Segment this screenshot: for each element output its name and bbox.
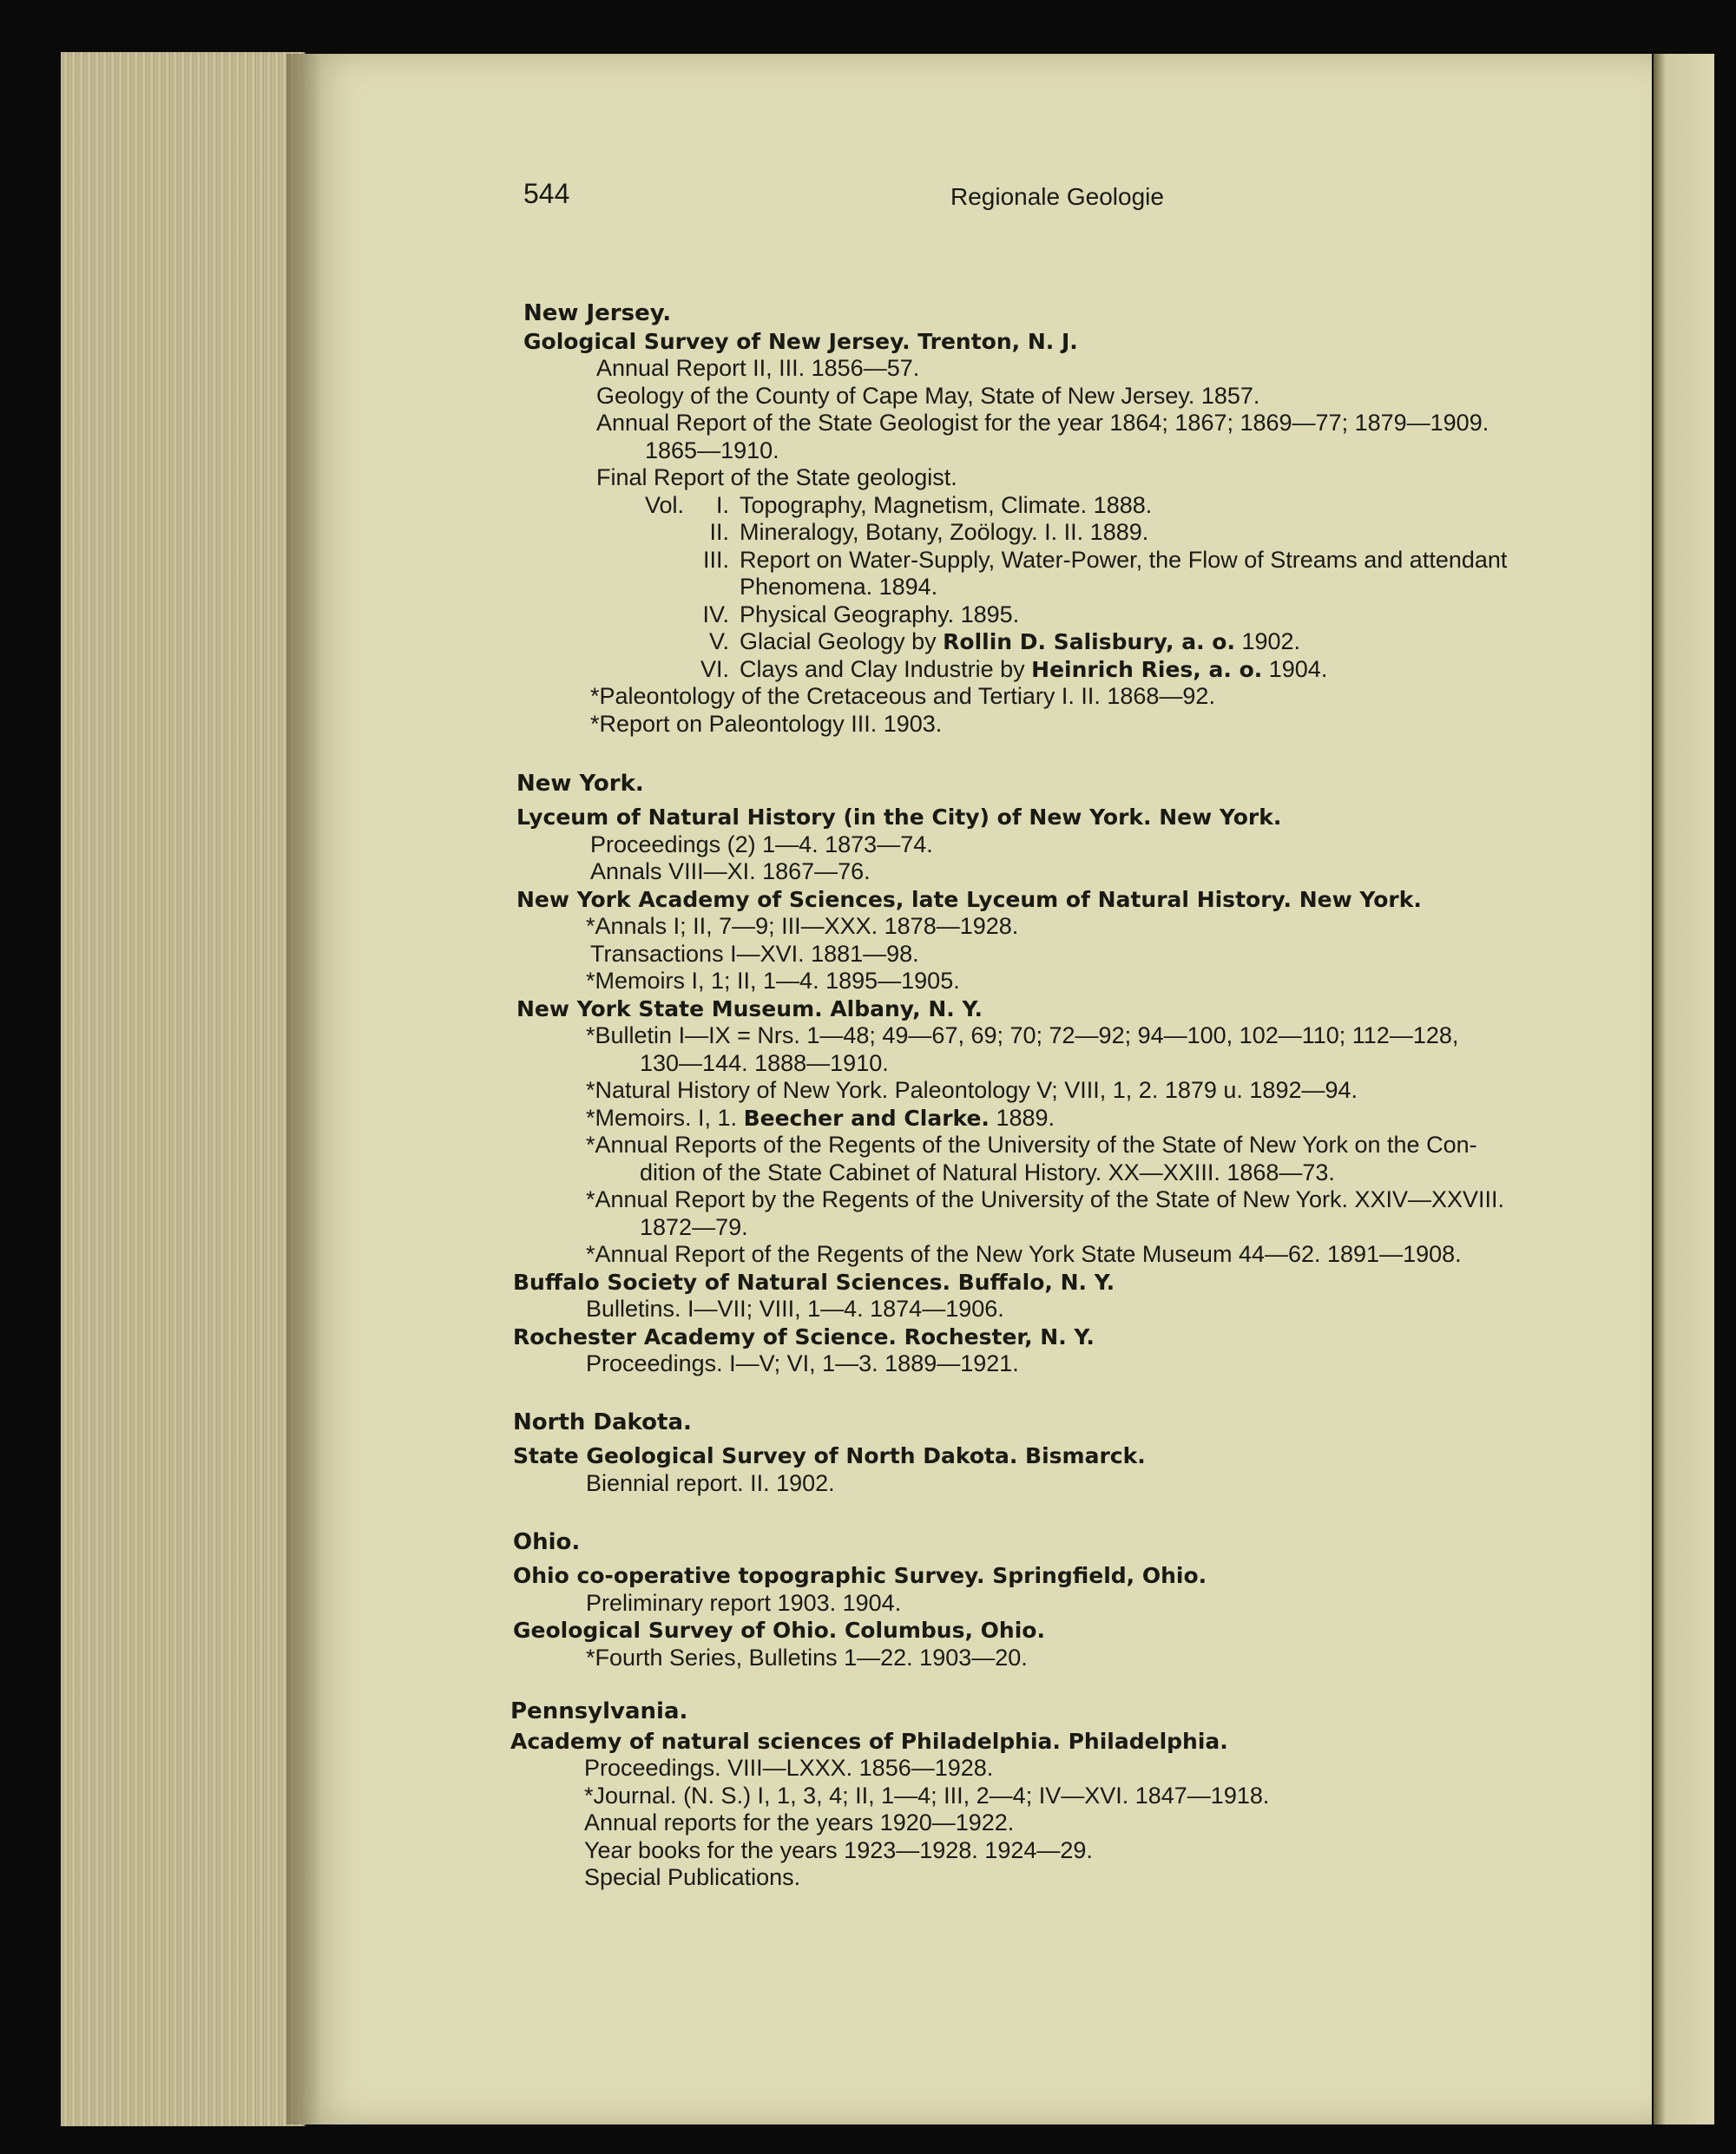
entry-line: Proceedings. VIII—LXXX. 1856—1928.	[584, 1755, 994, 1781]
entry-line: Preliminary report 1903. 1904.	[586, 1590, 902, 1616]
vol-text: Glacial Geology by	[740, 628, 937, 654]
entry-line: *Annals I; II, 7—9; III—XXX. 1878—1928.	[586, 913, 1019, 939]
vol-text: Clays and Clay Industrie by	[740, 656, 1025, 682]
vol-number: II.	[709, 519, 729, 545]
vol-year: 1902.	[1234, 628, 1301, 654]
facing-page-edge	[1654, 54, 1714, 2124]
org-heading: Buffalo Society of Natural Sciences. Buffalo, N. Y.	[513, 1270, 1115, 1295]
vol-entry	[642, 628, 1300, 656]
spine-shadow	[286, 54, 321, 2124]
entry-line: *Annual Report of the Regents of the New York State Museum 44—62. 1891—1908.	[586, 1241, 1462, 1267]
entry-line: Annual Report of the State Geologist for the year 1864; 1867; 1869—77; 1879—1909.	[596, 410, 1489, 436]
memoirs-year: 1889.	[989, 1105, 1055, 1131]
section-title-north-dakota: North Dakota.	[513, 1409, 692, 1435]
org-heading: Academy of natural sciences of Philadelphia. Philadelphia.	[510, 1729, 1228, 1754]
entry-line: Geology of the County of Cape May, State of New Jersey. 1857.	[596, 383, 1260, 409]
entry-line: Special Publications.	[584, 1864, 801, 1890]
vol-number: IV.	[702, 601, 729, 627]
vol-number: VI.	[700, 656, 729, 682]
entry-line: dition of the State Cabinet of Natural History. XX—XXIII. 1868—73.	[640, 1159, 1335, 1185]
vol-entry	[642, 519, 1148, 547]
entry-line: Final Report of the State geologist.	[596, 464, 957, 490]
page-content	[299, 54, 1652, 2124]
entry-line: Proceedings (2) 1—4. 1873—74.	[590, 831, 933, 857]
vol-entry	[642, 601, 1019, 629]
vol-text: Topography, Magnetism, Climate. 1888.	[740, 492, 1153, 518]
entry-line: *Paleontology of the Cretaceous and Tertiary I. II. 1868—92.	[590, 683, 1215, 709]
vol-label: Vol.	[645, 492, 685, 518]
vol-text: Mineralogy, Botany, Zoölogy. I. II. 1889.	[740, 519, 1149, 545]
vol-author: Heinrich Ries, a. o.	[1031, 657, 1263, 682]
section-title-new-jersey: New Jersey.	[523, 300, 672, 326]
book-page	[299, 54, 1652, 2124]
running-title: Regionale Geologie	[950, 183, 1164, 210]
vol-number: III.	[702, 547, 729, 573]
section-title-pennsylvania: Pennsylvania.	[510, 1698, 688, 1724]
entry-line: *Natural History of New York. Paleontology V; VIII, 1, 2. 1879 u. 1892—94.	[586, 1077, 1358, 1103]
section-title-new-york: New York.	[516, 771, 644, 797]
entry-line: *Annual Report by the Regents of the University of the State of New York. XXIV—XXVIII.	[586, 1186, 1505, 1212]
memoirs-author: Beecher and Clarke.	[743, 1106, 990, 1131]
entry-line: *Report on Paleontology III. 1903.	[590, 711, 943, 737]
entry-line: *Fourth Series, Bulletins 1—22. 1903—20.	[586, 1645, 1028, 1671]
entry-line: Transactions I—XVI. 1881—98.	[590, 941, 919, 967]
book-page-edges	[61, 52, 306, 2126]
org-heading: Ohio co-operative topographic Survey. Springfield, Ohio.	[513, 1563, 1207, 1588]
entry-line: *Annual Reports of the Regents of the University of the State of New York on the Con-	[586, 1132, 1477, 1158]
vol-text: Physical Geography. 1895.	[740, 601, 1020, 627]
entry-line: Annals VIII—XI. 1867—76.	[590, 858, 871, 884]
entry-line: 1872—79.	[640, 1214, 748, 1240]
entry-line: Bulletins. I—VII; VIII, 1—4. 1874—1906.	[586, 1296, 1004, 1322]
vol-text: Report on Water-Supply, Water-Power, the Flow of Streams and attendant	[740, 547, 1508, 573]
vol-number: I.	[715, 492, 729, 518]
vol-entry	[642, 492, 1152, 520]
entry-line: Biennial report. II. 1902.	[586, 1470, 835, 1496]
vol-author: Rollin D. Salisbury, a. o.	[943, 629, 1235, 654]
entry-line: Annual reports for the years 1920—1922.	[584, 1809, 1015, 1835]
org-heading: Geological Survey of Ohio. Columbus, Ohio.	[513, 1618, 1045, 1643]
org-heading: Rochester Academy of Science. Rochester, N. Y.	[513, 1324, 1095, 1350]
entry-line: Proceedings. I—V; VI, 1—3. 1889—1921.	[586, 1350, 1019, 1376]
org-heading: Lyceum of Natural History (in the City) of New York. New York.	[516, 804, 1282, 830]
entry-line: *Memoirs I, 1; II, 1—4. 1895—1905.	[586, 968, 960, 994]
entry-line: 130—144. 1888—1910.	[640, 1050, 889, 1076]
entry-line: 1865—1910.	[645, 437, 779, 463]
org-heading: New York State Museum. Albany, N. Y.	[516, 996, 983, 1021]
entry-line: *Journal. (N. S.) I, 1, 3, 4; II, 1—4; III, 2—4; IV—XVI. 1847—1918.	[584, 1783, 1270, 1809]
org-heading: Gological Survey of New Jersey. Trenton, N. J.	[523, 329, 1078, 354]
entry-line	[586, 1105, 1055, 1133]
vol-year: 1904.	[1262, 656, 1328, 682]
entry-line: *Bulletin I—IX = Nrs. 1—48; 49—67, 69; 70; 72—92; 94—100, 102—110; 112—128,	[586, 1022, 1459, 1048]
vol-text: Phenomena. 1894.	[740, 574, 938, 600]
entry-line: Annual Report II, III. 1856—57.	[596, 355, 920, 381]
vol-entry	[642, 574, 937, 601]
page-number: 544	[523, 178, 570, 209]
vol-entry	[642, 656, 1327, 684]
entry-line: Year books for the years 1923—1928. 1924—29.	[584, 1837, 1093, 1863]
vol-entry	[642, 547, 1507, 575]
org-heading: State Geological Survey of North Dakota. Bismarck.	[513, 1443, 1146, 1468]
vol-number: V.	[708, 628, 729, 654]
section-title-ohio: Ohio.	[513, 1529, 581, 1555]
org-heading: New York Academy of Sciences, late Lyceum of Natural History. New York.	[516, 887, 1422, 912]
memoirs-prefix: *Memoirs. I, 1.	[586, 1105, 738, 1131]
